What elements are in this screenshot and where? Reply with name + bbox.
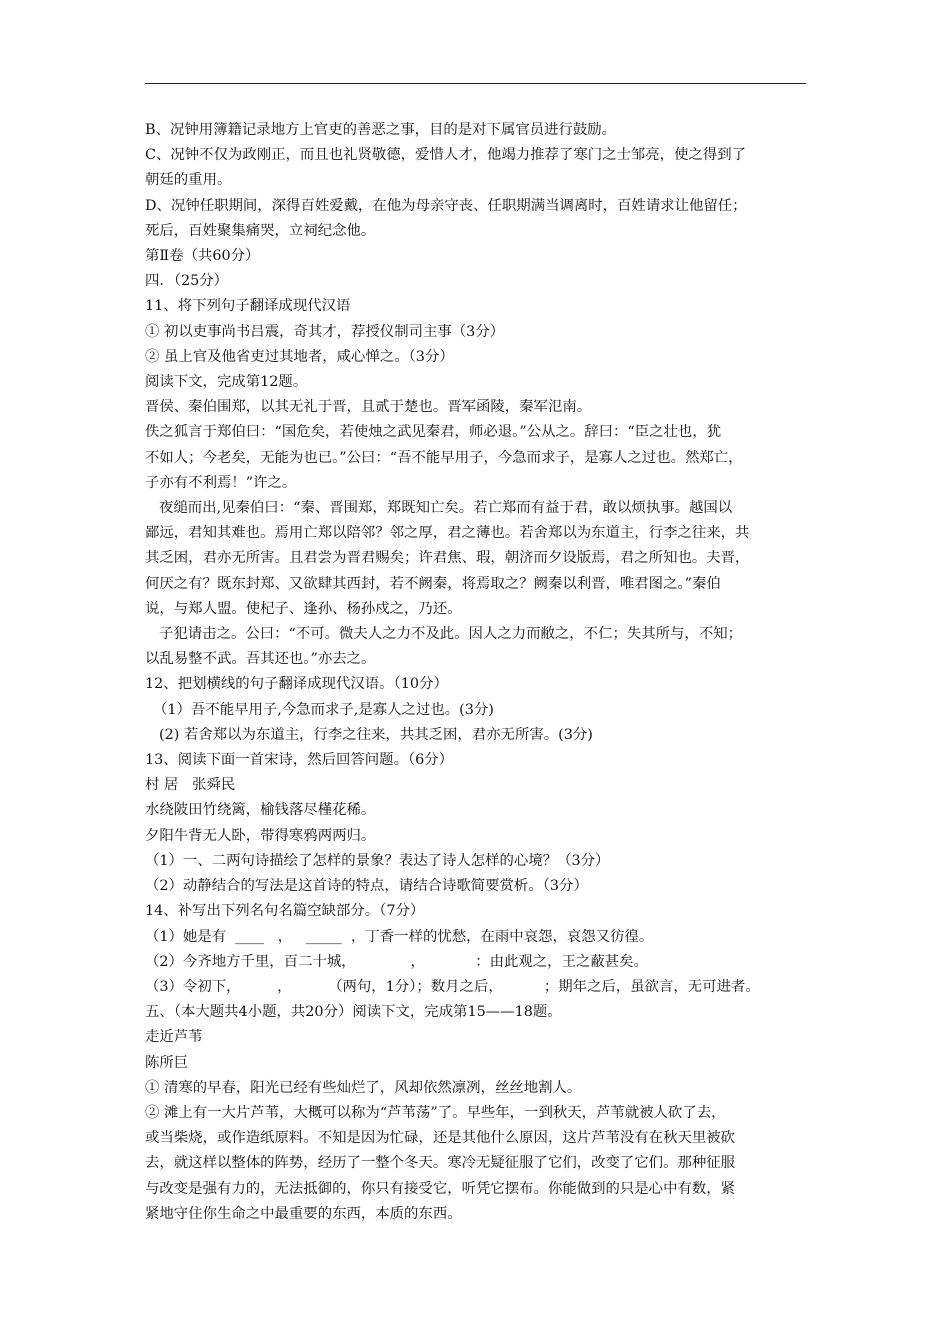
option-d-line2: 死后，百姓聚集痛哭，立祠纪念他。 bbox=[145, 222, 376, 239]
question-12-item1: （1）吾不能早用子,今急而求子,是寡人之过也。(3分) bbox=[153, 701, 494, 718]
article-paragraph2-line: 与改变是强有力的，无法抵御的，你只有接受它，听凭它摆布。你能做到的只是心中有数，紧 bbox=[145, 1180, 736, 1197]
question-12-item2: (2) 若舍郑以为东道主，行李之往来，共其乏困，君亦无所害。(3分) bbox=[159, 726, 593, 743]
question-12: 12、把划横线的句子翻译成现代汉语。（10分） bbox=[145, 676, 448, 693]
part-five-heading: 五、（本大题共4小题，共20分）阅读下文，完成第15——18题。 bbox=[145, 1004, 562, 1021]
question-14-item1: （1）她是有 ____ ， _____ ，丁香一样的忧愁，在雨中哀怨，哀怨又彷徨。 bbox=[145, 928, 654, 945]
question-14-item3: （3）令初下， ， （两句，1分）；数月之后， ；期年之后，虽欲言，无可进者。 bbox=[145, 978, 760, 995]
passage-line: 子犯请击之。公曰：“不可。微夫人之力不及此。因人之力而敝之，不仁；失其所与，不知； bbox=[159, 626, 742, 643]
question-14: 14、补写出下列名句名篇空缺部分。（7分） bbox=[145, 903, 425, 920]
part-four-heading: 四．（25分） bbox=[145, 273, 229, 290]
article-title: 走近芦苇 bbox=[145, 1029, 203, 1046]
passage-line: 子亦有不利焉！”许之。 bbox=[145, 474, 297, 491]
question-13: 13、阅读下面一首宋诗，然后回答问题。（6分） bbox=[145, 752, 454, 769]
poem-line1: 水绕陂田竹绕篱，榆钱落尽槿花稀。 bbox=[145, 802, 376, 819]
question-13-item2: （2）动静结合的写法是这首诗的特点，请结合诗歌简要赏析。（3分） bbox=[145, 878, 588, 895]
article-paragraph2-line: 或当柴烧，或作造纸原料。不知是因为忙碌，还是其他什么原因，这片芦苇没有在秋天里被砍 bbox=[145, 1130, 736, 1147]
article-paragraph2-line: 紧地守住你生命之中最重要的东西，本质的东西。 bbox=[145, 1205, 462, 1222]
question-11-item2: ② 虽上官及他省吏过其地者，咸心惮之。（3分） bbox=[145, 348, 454, 365]
question-11: 11、将下列句子翻译成现代汉语 bbox=[145, 298, 351, 315]
question-13-item1: （1）一、二两句诗描绘了怎样的景象？表达了诗人怎样的心境？（3分） bbox=[145, 852, 610, 869]
option-c-line1: C、况钟不仅为政刚正，而且也礼贤敬德，爱惜人才，他竭力推荐了寒门之士邹亮，使之得到了 bbox=[145, 147, 747, 164]
reading-instruction-12: 阅读下文，完成第12题。 bbox=[145, 374, 308, 391]
passage-line: 说，与郑人盟。使杞子、逢孙、杨孙戍之，乃还。 bbox=[145, 600, 462, 617]
passage-line: 何厌之有？既东封郑、又欲肆其西封，若不阙秦，将焉取之？阙秦以利晋，唯君图之。”秦伯 bbox=[145, 575, 721, 592]
article-paragraph1: ① 清寒的早春，阳光已经有些灿烂了，风却依然凛冽，丝丝地割人。 bbox=[145, 1079, 582, 1096]
option-b: B、况钟用簿籍记录地方上官吏的善恶之事，目的是对下属官员进行鼓励。 bbox=[145, 122, 617, 138]
passage-line: 其乏困，君亦无所害。且君尝为晋君赐矣；许君焦、瑕，朝济而夕设版焉，君之所知也。夫晋， bbox=[145, 550, 750, 567]
article-author: 陈所巨 bbox=[145, 1054, 189, 1071]
section-ii-heading: 第Ⅱ卷（共60分） bbox=[145, 248, 260, 265]
poem-line2: 夕阳牛背无人卧，带得寒鸦两两归。 bbox=[145, 827, 376, 844]
passage-line: 鄙远，君知其难也。焉用亡郑以陪邻？邻之厚，君之薄也。若舍郑以为东道主，行李之往来，共 bbox=[145, 525, 750, 542]
article-paragraph2-line: 去，就这样以整体的阵势，经历了一整个冬天。寒冷无疑征服了它们，改变了它们。那种征服 bbox=[145, 1155, 736, 1172]
header-rule bbox=[145, 83, 806, 84]
passage-line: 佚之狐言于郑伯曰：“国危矣，若使烛之武见秦君，师必退。”公从之。辞曰：“臣之壮也，犹 bbox=[145, 424, 722, 441]
passage-line: 以乱易整不武。吾其还也。”亦去之。 bbox=[145, 651, 376, 668]
passage-line: 夜缒而出,见秦伯曰：“秦、晋围郑，郑既知亡矣。若亡郑而有益于君，敢以烦执事。越国以 bbox=[159, 500, 733, 517]
document-body bbox=[145, 118, 809, 1227]
question-11-item1: ① 初以吏事尚书吕震，奇其才，荐授仪制司主事（3分） bbox=[145, 323, 505, 340]
option-d-line1: D、况钟任职期间，深得百姓爱戴，在他为母亲守丧、任职期满当调离时，百姓请求让他留任； bbox=[145, 197, 747, 214]
article-paragraph2-line: ② 滩上有一大片芦苇，大概可以称为“芦苇荡”了。早些年，一到秋天，芦苇就被人砍了去， bbox=[145, 1104, 726, 1121]
option-c-line2: 朝廷的重用。 bbox=[145, 172, 232, 189]
passage-line: 晋侯、秦伯围郑，以其无礼于晋，且贰于楚也。晋军函陵，秦军氾南。 bbox=[145, 399, 592, 416]
poem-title: 村 居 张舜民 bbox=[145, 777, 236, 794]
passage-line: 不如人；今老矣，无能为也已。”公曰：“吾不能早用子，今急而求子，是寡人之过也。然郑亡， bbox=[145, 449, 743, 466]
question-14-item2: （2）今齐地方千里，百二十城， ， ：由此观之，王之蔽甚矣。 bbox=[145, 953, 648, 970]
